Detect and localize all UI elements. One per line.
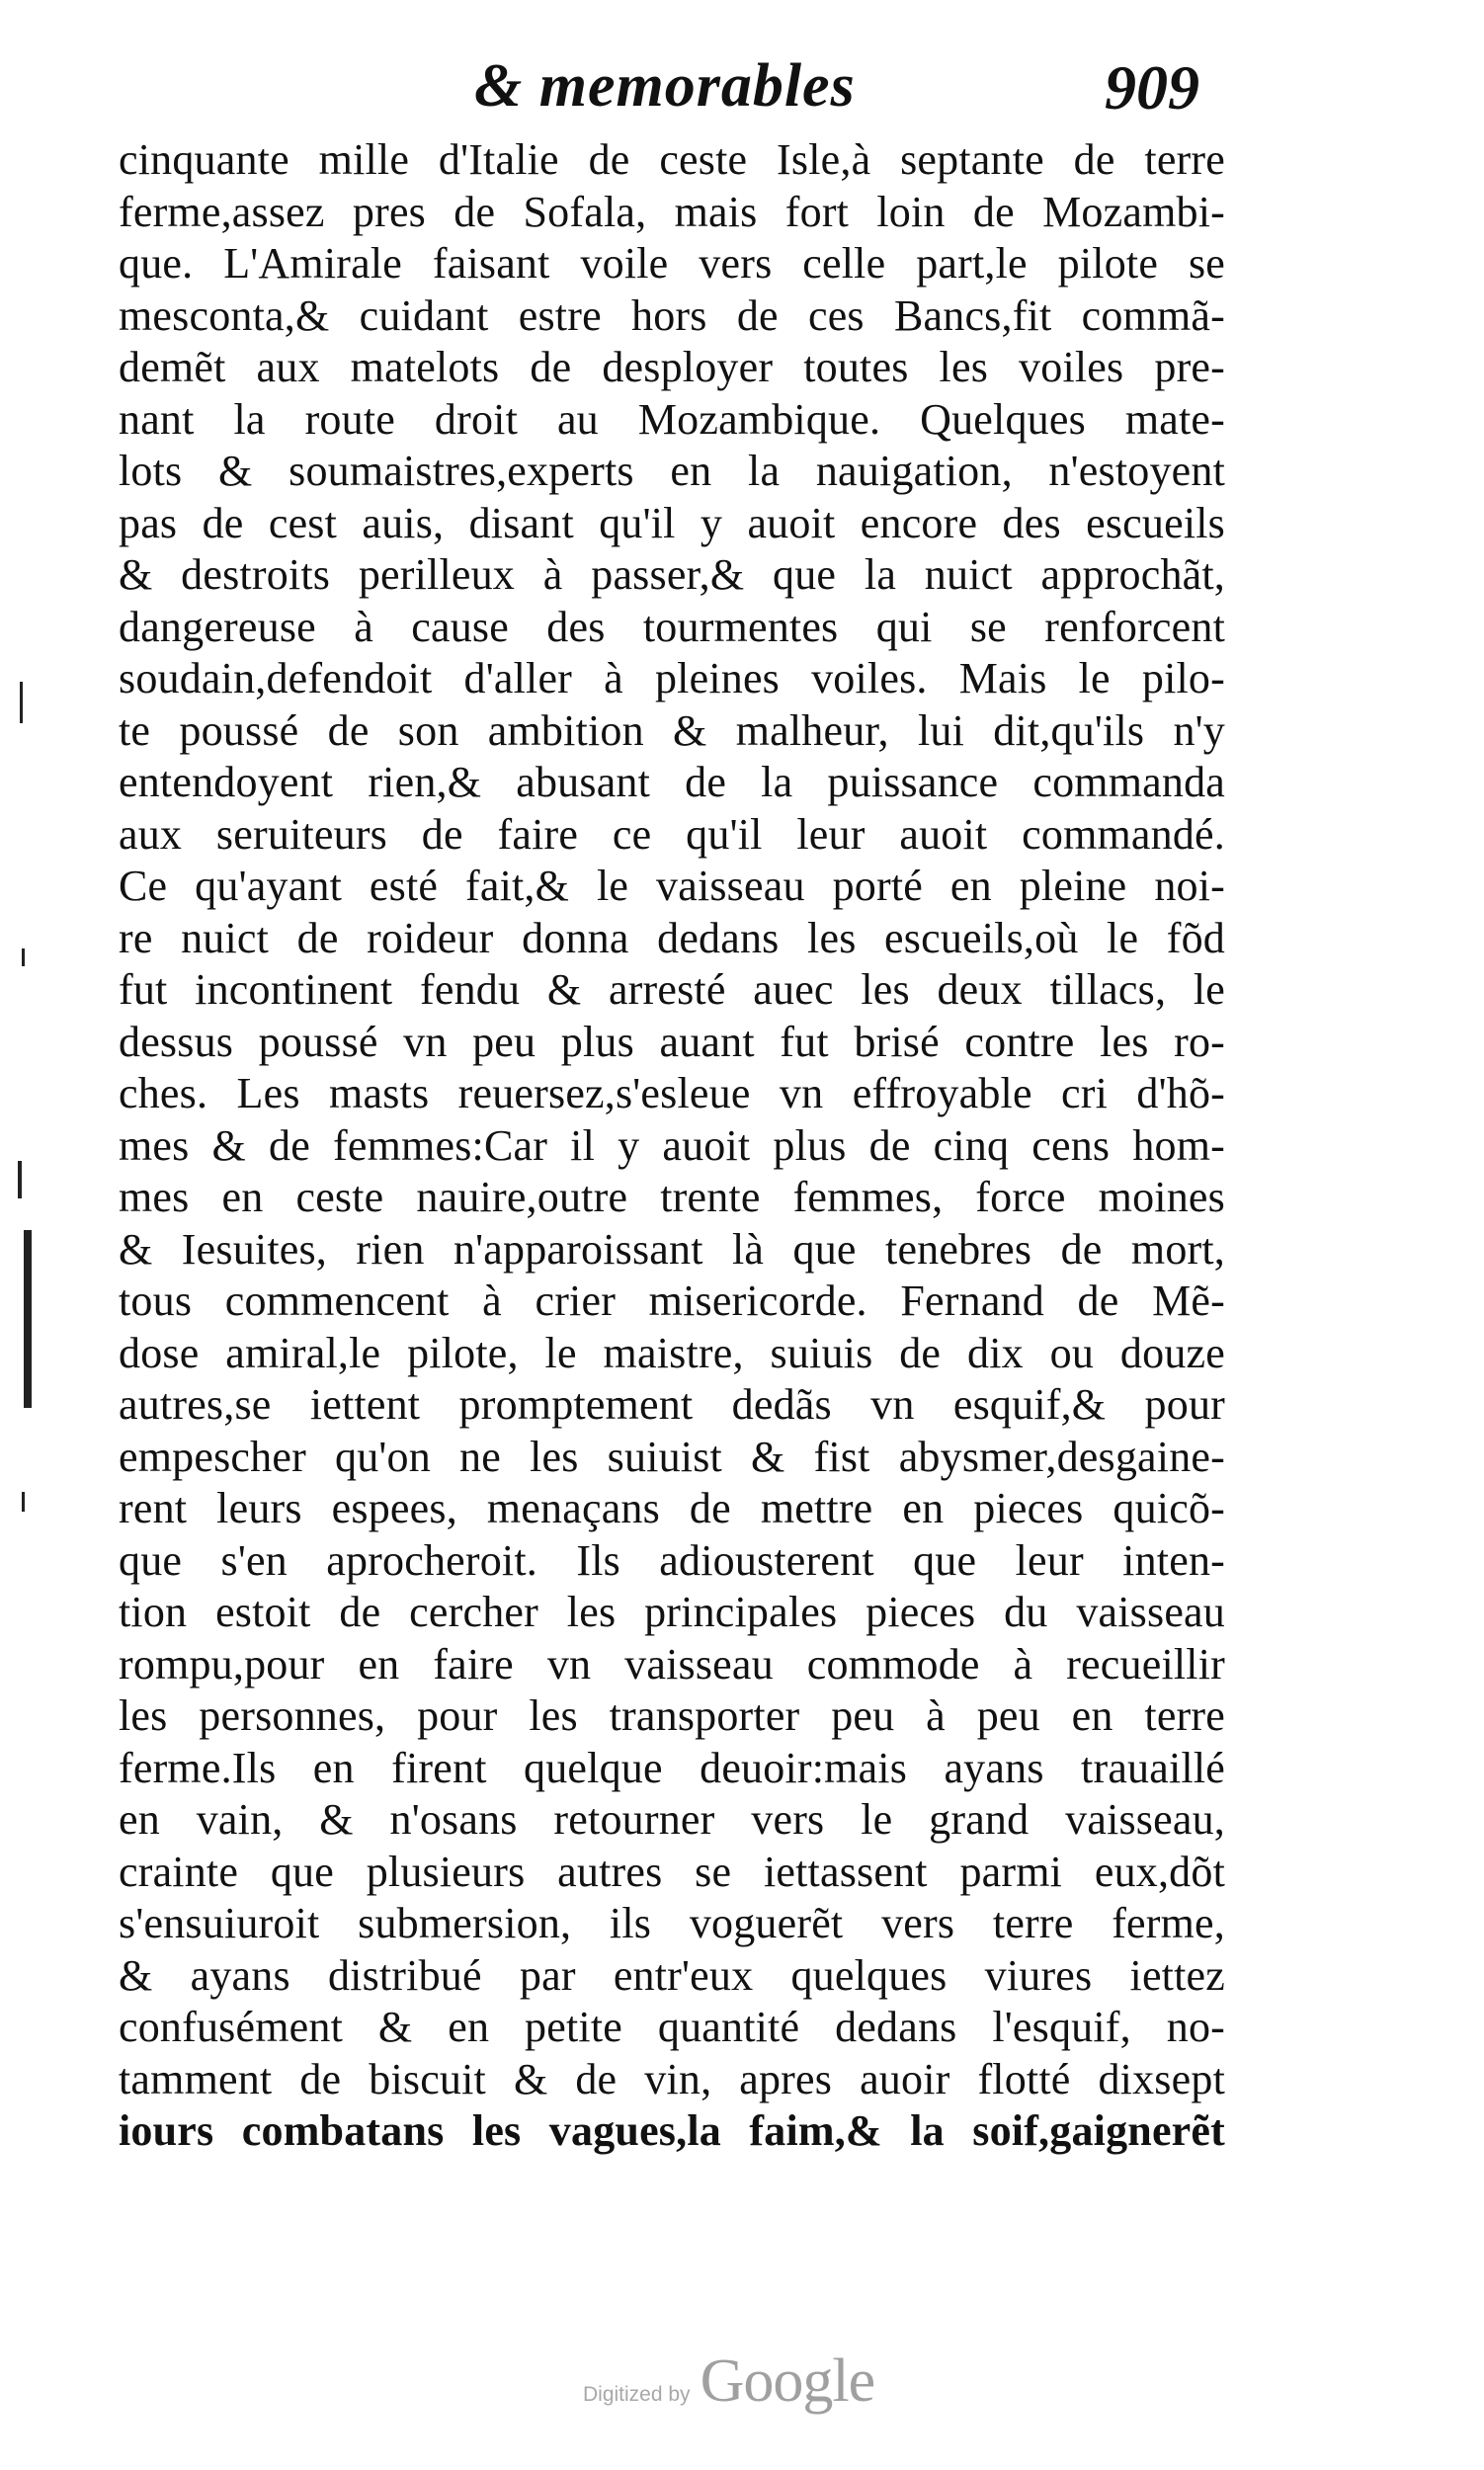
text-line: & destroits perilleux à passer,& que la nuict approchãt, xyxy=(119,550,1225,599)
text-line: que s'en aprocheroit. Ils adiousterent que leur inten- xyxy=(119,1535,1225,1585)
text-line: mes en ceste nauire,outre trente femmes, force moines xyxy=(119,1173,1225,1221)
text-line: tion estoit de cercher les principales pieces du vaisseau xyxy=(119,1588,1225,1636)
digitized-by-label: Digitized by xyxy=(583,2383,691,2406)
margin-scan-mark xyxy=(18,1161,22,1198)
text-line: ferme.Ils en firent quelque deuoir:mais ayans trauaillé xyxy=(119,1743,1225,1792)
margin-scan-mark xyxy=(22,948,25,966)
margin-scan-mark xyxy=(20,682,23,723)
text-line: lots & soumaistres,experts en la nauigation, n'estoyent xyxy=(119,447,1225,495)
text-line: mes & de femmes:Car il y auoit plus de cinq cens hom- xyxy=(119,1120,1225,1170)
text-line: iours combatans les vagues,la faim,& la soif,gaignerẽt xyxy=(119,2106,1225,2155)
text-line: dangereuse à cause des tourmentes qui se renforcent xyxy=(119,602,1225,651)
text-line: nant la route droit au Mozambique. Quelques mate- xyxy=(119,394,1225,444)
text-line: les personnes, pour les transporter peu à peu en terre xyxy=(119,1691,1225,1740)
digitization-watermark xyxy=(583,2346,874,2417)
text-line: ches. Les masts reuersez,s'esleue vn effroyable cri d'hõ- xyxy=(119,1069,1225,1117)
text-line: mesconta,& cuidant estre hors de ces Bancs,fit commã- xyxy=(119,290,1225,340)
text-line: ferme,assez pres de Sofala, mais fort loin de Mozambi- xyxy=(119,187,1225,236)
text-line: dessus poussé vn peu plus auant fut brisé contre les ro- xyxy=(119,1017,1225,1066)
text-line: dose amiral,le pilote, le maistre, suiuis de dix ou douze xyxy=(119,1328,1225,1377)
text-line: aux seruiteurs de faire ce qu'il leur auoit commandé. xyxy=(119,809,1225,859)
text-line: tous commencent à crier misericorde. Fernand de Mẽ- xyxy=(119,1276,1225,1325)
text-line: cinquante mille d'Italie de ceste Isle,à septante de terre xyxy=(119,135,1225,184)
margin-scan-mark xyxy=(24,1230,32,1408)
text-line: demẽt aux matelots de desployer toutes les voiles pre- xyxy=(119,343,1225,391)
text-line: Ce qu'ayant esté fait,& le vaisseau porté en pleine noi- xyxy=(119,862,1225,910)
text-line: empescher qu'on ne les suiuist & fist abysmer,desgaine- xyxy=(119,1432,1225,1481)
text-line: pas de cest auis, disant qu'il y auoit encore des escueils xyxy=(119,498,1225,547)
text-line: rent leurs espees, menaçans de mettre en pieces quicõ- xyxy=(119,1484,1225,1532)
text-line: autres,se iettent promptement dedãs vn esquif,& pour xyxy=(119,1380,1225,1429)
text-line: te poussé de son ambition & malheur, lui dit,qu'ils n'y xyxy=(119,705,1225,755)
margin-scan-mark xyxy=(22,1492,25,1512)
text-line: & Iesuites, rien n'apparoissant là que tenebres de mort, xyxy=(119,1224,1225,1274)
text-line: entendoyent rien,& abusant de la puissance commanda xyxy=(119,758,1225,806)
text-line: confusément & en petite quantité dedans l'esquif, no- xyxy=(119,2003,1225,2051)
running-title: & memorables xyxy=(474,52,856,120)
text-line: rompu,pour en faire vn vaisseau commode à recueillir xyxy=(119,1639,1225,1688)
text-line: re nuict de roideur donna dedans les escueils,où le fõd xyxy=(119,913,1225,962)
body-text xyxy=(119,134,1225,2158)
text-line: soudain,defendoit d'aller à pleines voiles. Mais le pilo- xyxy=(119,654,1225,702)
text-line: & ayans distribué par entr'eux quelques viures iettez xyxy=(119,1950,1225,2000)
text-line: tamment de biscuit & de vin, apres auoir flotté dixsept xyxy=(119,2054,1225,2103)
text-line: crainte que plusieurs autres se iettassent parmi eux,dõt xyxy=(119,1847,1225,1896)
text-line: s'ensuiuroit submersion, ils voguerẽt vers terre ferme, xyxy=(119,1899,1225,1947)
text-line: fut incontinent fendu & arresté auec les deux tillacs, le xyxy=(119,965,1225,1014)
text-line: en vain, & n'osans retourner vers le grand vaisseau, xyxy=(119,1795,1225,1844)
text-line: que. L'Amirale faisant voile vers celle part,le pilote se xyxy=(119,239,1225,288)
page-number: 909 xyxy=(1105,52,1199,123)
google-logo: Google xyxy=(700,2347,875,2415)
